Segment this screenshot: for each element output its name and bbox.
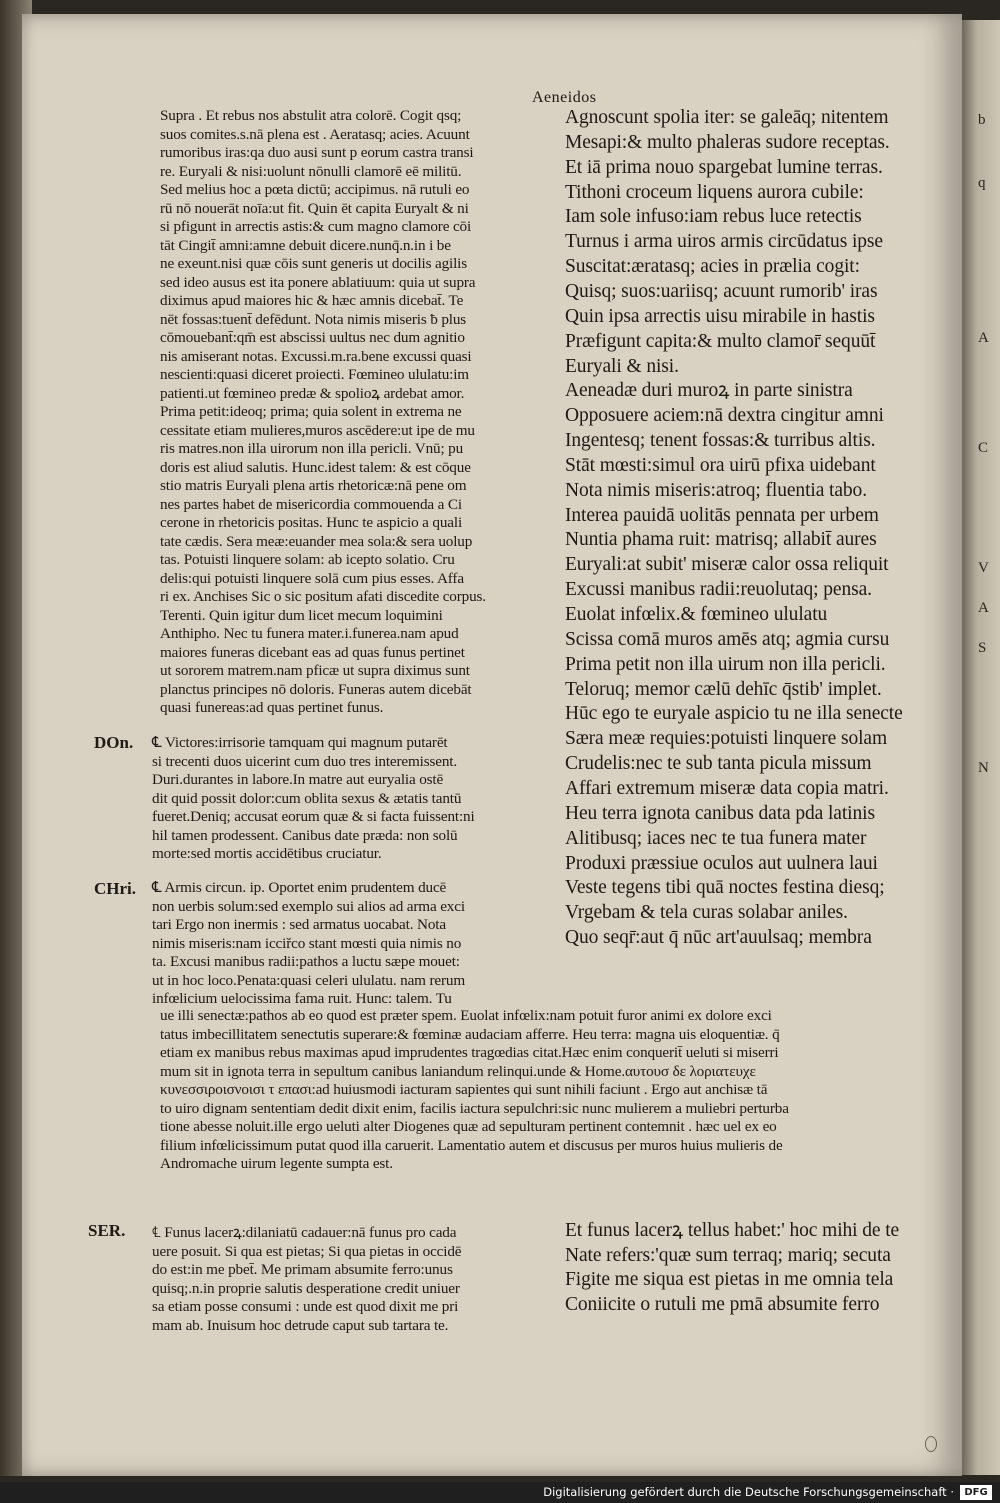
christophorus-line: non uerbis solum:sed exemplo sui alios ad arma exci <box>152 897 465 915</box>
verse-line: Affari extremum miseræ data copia matri. <box>565 777 889 799</box>
verse-line: Interea pauidā uolitās pennata per urbem <box>565 504 879 526</box>
commentary-line: tāt Cingit̄ amni:amne debuit dicere.nunq̄.n.in i be <box>160 236 451 254</box>
facing-page-letter: b <box>978 112 986 128</box>
running-head: Aeneidos <box>532 89 597 106</box>
donatus-label: DOn. <box>94 733 134 752</box>
verse-line: Aeneadæ duri muroꝝ in parte sinistra <box>565 380 853 402</box>
page-corner-mark <box>925 1436 937 1452</box>
christophorus-line: tari Ergo non inermis : sed armatus uocabat. Nota <box>152 916 446 933</box>
verse-line: Opposuere aciem:nā dextra cingitur amni <box>565 405 884 427</box>
commentary-line: rū nō nouerāt noīa:ut fit. Quin ēt capita Euryalt & ni <box>160 199 469 217</box>
verse-line: Ingentesq; tenent fossas:& turribus altis. <box>565 430 876 452</box>
commentary-line: re. Euryali & nisi:uolunt nōnulli clamorē eē militū. <box>160 162 462 180</box>
facing-page-letter: C <box>978 440 989 456</box>
commentary-line: cessitate etiam mulieres,muros ascēdere:ut ipe de mu <box>160 421 475 439</box>
christophorus-line: infœlicium uelocissima fama ruit. Hunc: talem. Tu <box>152 990 452 1007</box>
commentary-line: delis:qui potuisti linquere solā cum pius esses. Affa <box>160 569 464 587</box>
commentary-line: suos comites.s.nā plena est . Aeratasq; acies. Acuunt <box>160 125 470 143</box>
verse-line: Produxi præssiue oculos aut uulnera laui <box>565 852 878 874</box>
christophorus-line: nimis miseris:nam icciřco stant mœsti quia nimis no <box>152 934 462 952</box>
verse-line: Et iā prima nouo spargebat lumine terras. <box>565 156 883 178</box>
commentary-line: Terenti. Quin igitur dum licet mecum loquimini <box>160 606 443 624</box>
donatus-line: morte:sed mortis accidētibus cruciatur. <box>152 845 382 862</box>
book-page <box>22 14 962 1476</box>
verse-line: Crudelis:nec te sub tanta picula missum <box>565 753 872 775</box>
full-width-line: ue illi senectæ:pathos ab eo quod est præter spem. Euolat infœlix:nam potuit furor animi ex dolore exci <box>160 1007 772 1024</box>
commentary-line: nēt fossas:tuent̄ defēdunt. Nota nimis miseris ƀ plus <box>160 310 467 328</box>
commentary-line: Anthipho. Nec tu funera mater.i.funerea.nam apud <box>160 625 459 642</box>
commentary-line: nescienti:quasi diceret proiecti. Fœmineo ululatu:im <box>160 366 469 383</box>
servius-verse-line: Nate refers:'quæ sum terraq; mariq; secuta <box>565 1244 891 1266</box>
verse-line: Quin ipsa arrectis uisu mirabile in hastis <box>565 305 875 327</box>
full-width-line: to uiro dignam sententiam dedit dixit enim, facilis iactura sepulchri:sic nunc mulierem a muliebri perturba <box>160 1099 789 1117</box>
verse-line: Tithoni croceum liquens aurora cubile: <box>565 181 864 203</box>
donatus-line: hil tamen prodessent. Canibus date præda: non solū <box>152 826 458 844</box>
digitization-footer <box>0 1482 1000 1503</box>
commentary-line: nes partes habet de misericordia commouenda a Ci <box>160 495 462 513</box>
commentary-line: tate cædis. Sera meæ:euander mea sola:& sera uolup <box>160 532 473 550</box>
footer-credit: Digitalisierung gefördert durch die Deutsche Forschungsgemeinschaft · <box>543 1485 954 1499</box>
full-width-line: tione abesse noluit.ille ergo ueluti alter Diogenes quæ ad sepulturam pertinent contemnit . hæc uel ex eo <box>160 1118 777 1135</box>
facing-page-letter: V <box>978 560 989 576</box>
donatus-line: ℄ Victores:irrisorie tamquam qui magnum putarēt <box>152 734 448 751</box>
verse-line: Nuntia phama ruit: matrisq; allabit̄ aures <box>565 529 877 551</box>
facing-page-letter: q <box>978 175 986 191</box>
christophorus-line: ta. Excusi manibus radii:pathos a luctu sæpe mouet: <box>152 953 460 970</box>
commentary-line: si pfigunt in arrectis astis:& cum magno clamore cōi <box>160 218 472 235</box>
commentary-line: ri ex. Anchises Sic o sic positum afati discedite corpus. <box>160 588 486 605</box>
full-width-line: filium infœlicissimum putat quod illa caruerit. Lamentatio autem et discusus per muros huius mulieris de <box>160 1136 783 1154</box>
verse-line: Quo seqr̄:aut q̄ nūc art'auulsaq; membra <box>565 927 872 949</box>
verse-line: Prima petit non illa uirum non illa pericli. <box>565 653 886 675</box>
verse-line: Særa meæ requies:potuisti linquere solam <box>565 728 888 750</box>
verse-line: Alitibusq; iaces nec te tua funera mater <box>565 827 867 849</box>
commentary-line: planctus principes nō doloris. Funeras autem dicebāt <box>160 680 472 698</box>
verse-line: Heu terra ignota canibus data pda latinis <box>565 802 875 824</box>
verse-line: Stāt mœsti:simul ora uirū pfixa uidebant <box>565 454 876 476</box>
commentary-line: cerone in rhetoricis positas. Hunc te aspicio a quali <box>160 514 463 531</box>
commentary-line: Supra . Et rebus nos abstulit atra colorē. Cogit qsq; <box>160 107 462 124</box>
donatus-line: Duri.durantes in labore.In matre aut euryalia ostē <box>152 771 444 788</box>
verse-line: Nota nimis miseris:atroq; fluentia tabo. <box>565 479 867 501</box>
verse-line: Excussi manibus radii:reuolutaq; pensa. <box>565 579 872 601</box>
full-width-line: mum sit in ignota terra in sepultum canibus laniandum relinqui.unde & Home.αυτουσ δε λοριατευχε <box>160 1062 756 1080</box>
verse-line: Euryali:at subit' miseræ calor ossa reliquit <box>565 554 889 576</box>
facing-page-letter: A <box>978 600 989 616</box>
verse-line: Agnoscunt spolia iter: se galeāq; nitentem <box>565 107 889 128</box>
servius-verse-line: Coniicite o rutuli me pmā absumite ferro <box>565 1293 880 1315</box>
verse-line: Suscitat:æratasq; acies in prælia cogit: <box>565 256 860 278</box>
verse-line: Quisq; suos:uariisq; acuunt rumorib' iras <box>565 280 878 302</box>
facing-page-letter: S <box>978 640 987 656</box>
full-width-line: κυνεσσιροισνοισι τ επασι:ad huiusmodi iacturam sapientes qui sunt nihili faciunt . Ergo aut anchisæ tā <box>160 1081 768 1098</box>
donatus-line: si trecenti duos uicerint cum duo tres interemissent. <box>152 752 458 770</box>
verse-line: Hūc ego te euryale aspicio tu ne illa senecte <box>565 703 903 725</box>
servius-line: uere posuit. Si qua est pietas; Si qua pietas in occidē <box>152 1242 462 1260</box>
commentary-line: rumoribus iras:qa duo ausi sunt p eorum castra transi <box>160 144 474 161</box>
christophorus-line: ut in hoc loco.Penata:quasi celeri ululatu. nam rerum <box>152 971 465 989</box>
verse-line: Veste tegens tibi quā noctes festina diesq; <box>565 877 885 899</box>
commentary-line: stio matris Euryali plena artis rhetoricæ:nā pene om <box>160 477 467 494</box>
facing-page-letter: A <box>978 330 989 346</box>
verse-line: Vrgebam & tela curas solabar aniles. <box>565 902 848 924</box>
commentary-line: ut sororem matrem.nam pficæ ut supra diximus sunt <box>160 662 470 679</box>
full-width-line: etiam ex manibus rebus maximas apud imprudentes tragœdias citat.Hæc enim conquerit̄ ueluti si miserri <box>160 1044 779 1061</box>
commentary-line: Sed melius hoc a pœta dictū; accipimus. nā rutuli eo <box>160 181 470 198</box>
full-width-line: Andromache uirum legente sumpta est. <box>160 1155 393 1172</box>
verse-line: Scissa comā muros amēs atq; agmia cursu <box>565 628 890 650</box>
commentary-line: diximus apud maiores hic & hæc amnis dicebat̄. Te <box>160 292 464 309</box>
donatus-line: fueret.Deniq; accusat eorum quæ & si facta fuissent:ni <box>152 808 475 825</box>
commentary-line: tas. Potuisti linquere solam: ab icepto solatio. Cru <box>160 551 455 568</box>
commentary-line: maiores funeras dicebant eas ad quas funus pertinet <box>160 643 465 661</box>
commentary-line: cōmouebant̄:qm̄ est abscissi uultus nec dum agnitio <box>160 329 465 346</box>
servius-line: mam ab. Inuisum hoc detrude caput sub tartara te. <box>152 1316 449 1334</box>
christophorus-label: CHri. <box>94 879 137 898</box>
verse-line: Præfigunt capita:& multo clamor̄ sequūt̄ <box>565 330 876 352</box>
commentary-line: Prima petit:ideoq; prima; quia solent in extrema ne <box>160 403 462 420</box>
facing-page-letter: N <box>978 760 989 776</box>
commentary-line: doris est aliud salutis. Hunc.idest talem: & est cōque <box>160 458 471 476</box>
commentary-line: sed ideo ausus est ita ponere ablatiuum: quia ut supra <box>160 273 476 291</box>
servius-verse-line: Figite me siqua est pietas in me omnia tela <box>565 1269 894 1290</box>
servius-label: SER. <box>88 1221 126 1240</box>
servius-line: sa etiam posse consumi : unde est quod dixit me pri <box>152 1298 459 1315</box>
verse-line: Mesapi:& multo phaleras sudore receptas. <box>565 131 890 153</box>
dfg-logo-icon: DFG <box>960 1485 992 1500</box>
servius-line: do est:in me pbet̄. Me primam absumite ferro:unus <box>152 1261 453 1278</box>
servius-line: quisq;.n.in proprie salutis desperatione credit uniuer <box>152 1279 460 1297</box>
donatus-line: dit quid possit dolor:cum oblita sexus & ætatis tantū <box>152 789 462 807</box>
servius-verse-line: Et funus lacerꝝ tellus habet:' hoc mihi de te <box>565 1220 900 1241</box>
verse-line: Euryali & nisi. <box>565 355 679 377</box>
servius-line: ℄ Funus lacerꝝ:dilaniatū cadauer:nā funus pro cada <box>152 1224 457 1241</box>
verse-line: Euolat infœlix.& fœmineo ululatu <box>565 604 828 625</box>
full-width-line: tatus imbecillitatem senectutis superare:& fœminæ audaciam afferre. Heu terra: magna uis eloquentiæ. q̄ <box>160 1025 780 1043</box>
verse-line: Teloruq; memor cælū dehīc q̄stib' implet. <box>565 678 882 700</box>
verse-line: Turnus i arma uiros armis circūdatus ipse <box>565 231 883 253</box>
commentary-line: ne exeunt.nisi quæ cōis sunt generis ut docilis agilis <box>160 255 468 272</box>
commentary-line: patienti.ut fœmineo predæ & spolioꝝ ardebat amor. <box>160 384 465 402</box>
facing-page-edge <box>962 20 1000 1475</box>
commentary-line: nis amiserant notas. Excussi.m.ra.bene excussi quasi <box>160 347 472 365</box>
christophorus-line: ℄ Armis circun. ip. Oportet enim prudentem ducē <box>152 879 447 896</box>
verse-line: Iam sole infuso:iam rebus luce retectis <box>565 206 862 228</box>
commentary-line: ris matres.non illa uirorum non illa pericli. Vnū; pu <box>160 440 464 457</box>
commentary-line: quasi funereas:ad quas pertinet funus. <box>160 699 384 716</box>
